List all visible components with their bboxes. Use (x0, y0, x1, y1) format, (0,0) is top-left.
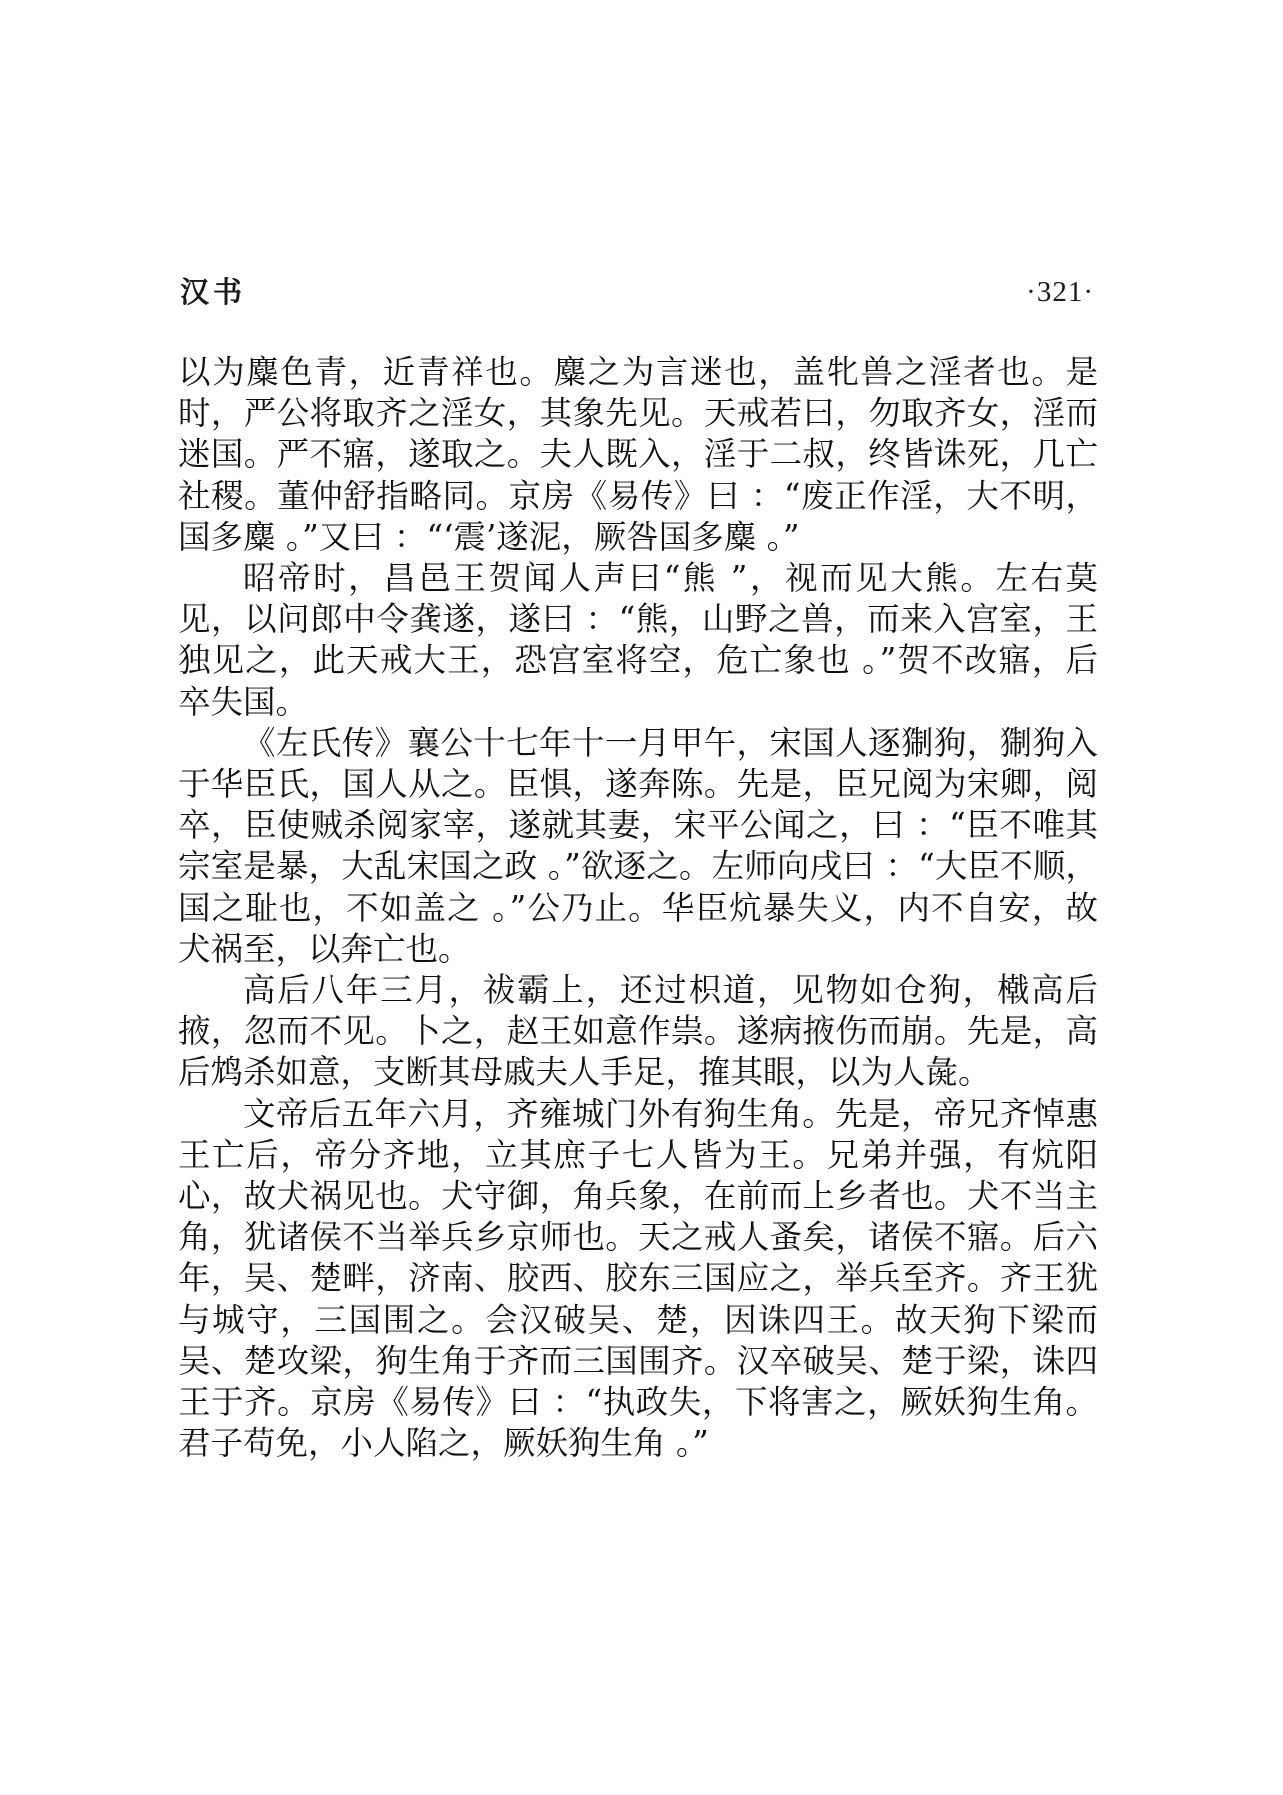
paragraph-1: 以为麋色青，近青祥也。麋之为言迷也，盖牝兽之淫者也。是时，严公将取齐之淫女，其象先见。天戒若曰，勿取齐女，淫而迷国。严不寤，遂取之。夫人既入，淫于二叔，终皆诛死，几亡社稷。董仲舒指略同。京房《易传》曰 ：“废正作淫，大不明，国多麋 。”又曰 ：“‘震’遂泥，厥咎国多麋 。” (178, 353, 1098, 556)
running-head (180, 270, 1094, 320)
body-text (178, 352, 1098, 1464)
page-number: ·321· (1026, 276, 1094, 308)
paragraph-4: 高后八年三月，祓霸上，还过枳道，见物如仓狗，橶高后掖，忽而不见。卜之，赵王如意作祟。遂病掖伤而崩。先是，高后鸩杀如意，支断其母戚夫人手足，搉其眼，以为人彘。 (178, 971, 1098, 1092)
paragraph-5: 文帝后五年六月，齐雍城门外有狗生角。先是，帝兄齐悼惠王亡后，帝分齐地，立其庶子七人皆为王。兄弟并强，有炕阳心，故犬祸见也。犬守御，角兵象，在前而上乡者也。犬不当主角，犹诸侯不当举兵乡京师也。天之戒人蚤矣，诸侯不寤。后六年，吴、楚畔，济南、胶西、胶东三国应之，举兵至齐。齐王犹与城守，三国围之。会汉破吴、楚，因诛四王。故天狗下梁而吴、楚攻梁，狗生角于齐而三国围齐。汉卒破吴、楚于梁，诛四王于齐。京房《易传》曰 ：“执政失，下将害之，厥妖狗生角。君子苟免，小人陷之，厥妖狗生角 。” (178, 1094, 1098, 1463)
paragraph-2: 昭帝时，昌邑王贺闻人声曰“熊 ”，视而见大熊。左右莫见，以问郎中令龚遂，遂曰 ：“熊，山野之兽，而来入宫室，王独见之，此天戒大王，恐宫室将空，危亡象也 。”贺不改寤，后卒失国。 (178, 559, 1098, 721)
book-title: 汉书 (180, 275, 247, 309)
paragraph-3: 《左氏传》襄公十七年十一月甲午，宋国人逐猘狗，猘狗入于华臣氏，国人从之。臣惧，遂奔陈。先是，臣兄阅为宋卿，阅卒，臣使贼杀阅家宰，遂就其妻，宋平公闻之，曰 ：“臣不唯其宗室是暴，大乱宋国之政 。”欲逐之。左师向戌曰 ：“大臣不顺，国之耻也，不如盖之 。”公乃止。华臣炕暴失义，内不自安，故犬祸至，以奔亡也。 (178, 723, 1098, 968)
